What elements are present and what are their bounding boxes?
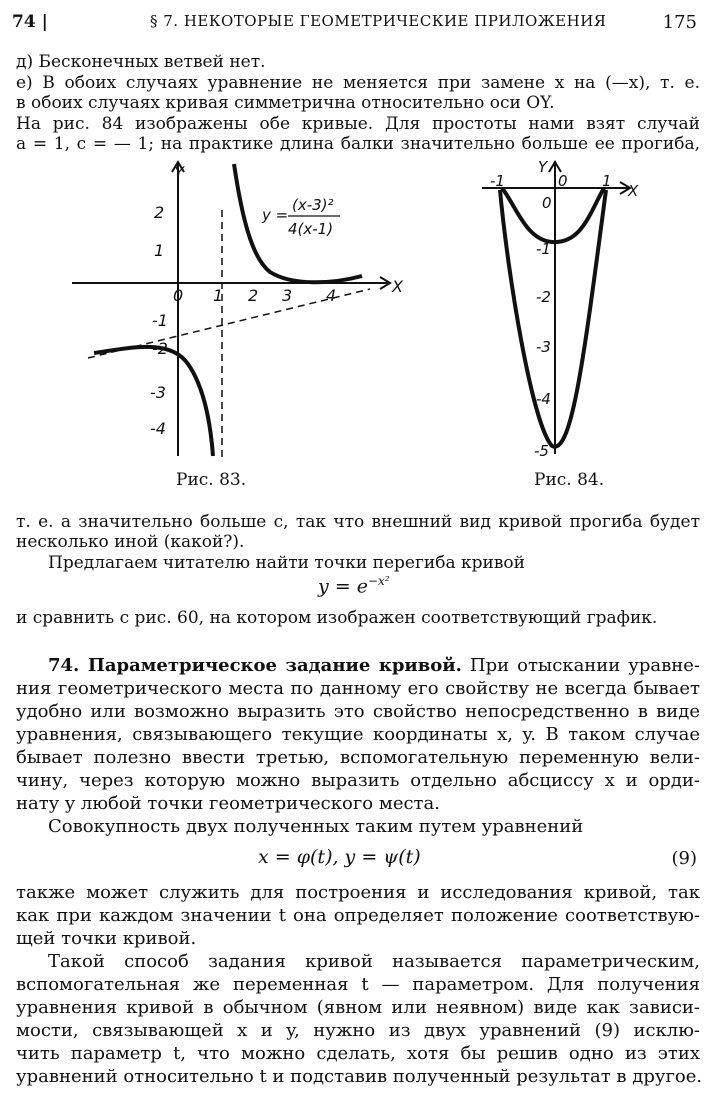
- text-line: мости, связывающей x и y, нужно из двух уравнений (9) исклю-: [16, 1020, 700, 1041]
- text-line: Совокупность двух полученных таким путем уравнений: [48, 816, 584, 837]
- section-74-first-line: [48, 654, 700, 677]
- y-axis-label: Y: [538, 158, 548, 176]
- section-heading: 74. Параметрическое задание кривой.: [48, 655, 462, 676]
- page-number: 175: [662, 12, 697, 33]
- text-line: щей точки кривой.: [16, 928, 197, 949]
- x-axis-label: X: [392, 277, 403, 296]
- text-line: a = 1, c = — 1; на практике длина балки значительно больше ее прогиба,: [16, 134, 700, 154]
- y-tick-label: -3: [150, 383, 166, 402]
- text-line: чить параметр t, что можно сделать, хотя бы решив одно из этих: [16, 1043, 700, 1064]
- equation-base: y = e: [318, 575, 368, 598]
- y-tick-label: -5: [534, 442, 549, 460]
- text-line: Предлагаем читателю найти точки перегиба кривой: [48, 553, 525, 573]
- y-tick-label: 0: [542, 194, 552, 212]
- y-tick-label: 1: [154, 241, 165, 260]
- text-line: е) В обоих случаях уравнение не меняется при замене x на (—x), т. е.: [16, 73, 700, 93]
- y-tick-label: -4: [150, 419, 166, 438]
- equation-number: (9): [671, 848, 697, 869]
- text-line: несколько иной (какой?).: [16, 532, 245, 552]
- parametric-equation: x = φ(t), y = ψ(t): [258, 846, 421, 868]
- curve-inner: [502, 188, 604, 242]
- text-line: нату y любой точки геометрического места.: [16, 793, 440, 814]
- x-tick-label: 0: [558, 172, 568, 190]
- header-title: § 7. НЕКОТОРЫЕ ГЕОМЕТРИЧЕСКИЕ ПРИЛОЖЕНИЯ: [150, 12, 607, 30]
- x-tick-label: 1: [213, 286, 224, 305]
- x-tick-label: 1: [602, 172, 612, 190]
- y-tick-label: -2: [152, 339, 168, 358]
- text-line: вспомогательная же переменная t — параметром. Для получения: [16, 974, 700, 995]
- y-tick-label: 2: [154, 203, 165, 222]
- equation-exp: [318, 574, 390, 597]
- formula-prefix: y =: [262, 206, 289, 224]
- text-line: также может служить для построения и исследования кривой, так: [16, 882, 700, 903]
- equation-exponent: −x²: [367, 574, 390, 588]
- formula-numerator: (x-3)²: [292, 196, 334, 214]
- text-line: ния геометрического места по данному его свойству не всегда бывает: [16, 678, 700, 699]
- y-tick-label: -4: [536, 390, 551, 408]
- section-number: 74 |: [12, 12, 48, 32]
- figure-83: [70, 158, 410, 470]
- text-line: д) Бесконечных ветвей нет.: [16, 52, 266, 72]
- curve-formula: [261, 196, 340, 238]
- y-tick-label: -1: [152, 311, 168, 330]
- text-line: уравнения, связывающего текущие координаты x, y. В таком случае: [16, 724, 700, 745]
- text-line: удобно или возможно выразить это свойство непосредственно в виде: [16, 701, 700, 722]
- text-line: Такой способ задания кривой называется параметрическим,: [48, 951, 700, 972]
- running-header: [0, 12, 717, 36]
- text-line: уравнения кривой в обычном (явном или неявном) виде как зависи-: [16, 997, 700, 1018]
- x-tick-label: 0: [173, 286, 184, 305]
- text-line: бывает полезно ввести третью, вспомогательную переменную вели-: [16, 747, 700, 768]
- x-tick-label: 3: [282, 286, 293, 305]
- y-tick-label: -1: [536, 240, 551, 258]
- y-tick-label: -2: [536, 288, 551, 306]
- y-axis-label: Y: [174, 163, 184, 182]
- text-line: в обоих случаях кривая симметрична относительно оси OY.: [16, 93, 555, 113]
- figure-84: [478, 156, 648, 466]
- x-tick-label: 2: [248, 286, 259, 305]
- text-line: На рис. 84 изображены обе кривые. Для простоты нами взят случай: [16, 114, 700, 134]
- figure-83-caption: Рис. 83.: [176, 470, 247, 490]
- formula-denominator: 4(x-1): [288, 220, 334, 238]
- x-tick-label: -1: [490, 172, 505, 190]
- y-tick-label: -3: [536, 338, 551, 356]
- text-line: т. е. a значительно больше c, так что внешний вид кривой прогиба будет: [16, 512, 700, 532]
- curve-outer: [500, 190, 606, 447]
- text-line: При отыскании уравне-: [469, 655, 700, 676]
- x-tick-label: 4: [326, 286, 337, 305]
- text-line: и сравнить с рис. 60, на котором изображен соответствующий график.: [16, 608, 658, 628]
- figure-84-caption: Рис. 84.: [534, 470, 605, 490]
- text-line: уравнений относительно t и подставив полученный результат в другое.: [16, 1066, 703, 1087]
- text-line: как при каждом значении t она определяет положение соответствую-: [16, 905, 700, 926]
- text-line: чину, через которую можно выразить отдельно абсциссу x и орди-: [16, 770, 700, 791]
- x-axis-label: X: [628, 182, 639, 200]
